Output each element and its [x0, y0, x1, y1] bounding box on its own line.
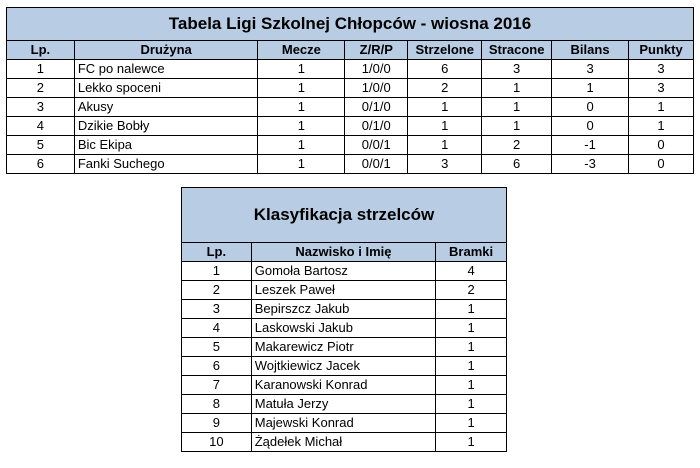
table-cell: 2	[408, 79, 482, 98]
table-cell: 7	[182, 376, 252, 395]
col-goals: Bramki	[436, 243, 507, 262]
table-row	[182, 433, 507, 452]
table-cell: 1	[258, 79, 345, 98]
table-cell: Matuła Jerzy	[251, 395, 435, 414]
table-cell: Bic Ekipa	[74, 136, 258, 155]
table-row	[7, 117, 694, 136]
table-cell: 1	[436, 395, 507, 414]
league-title: Tabela Ligi Szkolnej Chłopców - wiosna 2016	[7, 8, 694, 41]
table-cell: 6	[182, 357, 252, 376]
table-cell: 0/0/1	[345, 136, 408, 155]
table-row	[182, 262, 507, 281]
table-cell: 3	[629, 60, 694, 79]
table-cell: 1	[182, 262, 252, 281]
scorers-table	[181, 187, 507, 452]
table-cell: 0	[552, 98, 629, 117]
table-cell: 1	[436, 414, 507, 433]
table-cell: 5	[182, 338, 252, 357]
table-cell: 0	[629, 155, 694, 174]
table-cell: Leszek Paweł	[251, 281, 435, 300]
table-cell: 1	[258, 155, 345, 174]
table-cell: 4	[436, 262, 507, 281]
league-header-row	[7, 41, 694, 60]
table-cell: 1	[258, 136, 345, 155]
table-cell: Gomoła Bartosz	[251, 262, 435, 281]
table-cell: Lekko spoceni	[74, 79, 258, 98]
table-cell: Fanki Suchego	[74, 155, 258, 174]
table-cell: Majewski Konrad	[251, 414, 435, 433]
table-cell: 1	[436, 433, 507, 452]
table-cell: Dzikie Bobły	[74, 117, 258, 136]
table-cell: 0/0/1	[345, 155, 408, 174]
table-cell: 1	[408, 117, 482, 136]
table-cell: 1	[482, 98, 552, 117]
table-cell: 1	[629, 117, 694, 136]
table-cell: 1/0/0	[345, 60, 408, 79]
table-cell: -3	[552, 155, 629, 174]
table-cell: 3	[7, 98, 75, 117]
table-cell: Bepirszcz Jakub	[251, 300, 435, 319]
table-cell: 2	[482, 136, 552, 155]
table-cell: 10	[182, 433, 252, 452]
col-lp: Lp.	[7, 41, 75, 60]
table-cell: Akusy	[74, 98, 258, 117]
col-name: Nazwisko i Imię	[251, 243, 435, 262]
league-table	[6, 7, 694, 174]
table-row	[182, 281, 507, 300]
table-cell: Karanowski Konrad	[251, 376, 435, 395]
table-cell: 0/1/0	[345, 117, 408, 136]
table-cell: 4	[182, 319, 252, 338]
table-cell: 6	[7, 155, 75, 174]
col-team: Drużyna	[74, 41, 258, 60]
table-cell: 0	[552, 117, 629, 136]
table-cell: 4	[7, 117, 75, 136]
table-cell: 6	[408, 60, 482, 79]
table-cell: -1	[552, 136, 629, 155]
scorers-title: Klasyfikacja strzelców	[182, 188, 507, 243]
col-scored: Strzelone	[408, 41, 482, 60]
table-cell: 1	[552, 79, 629, 98]
table-cell: Laskowski Jakub	[251, 319, 435, 338]
table-row	[182, 414, 507, 433]
table-row	[7, 79, 694, 98]
table-cell: FC po nalewce	[74, 60, 258, 79]
col-balance: Bilans	[552, 41, 629, 60]
table-cell: 1	[258, 60, 345, 79]
table-row	[7, 98, 694, 117]
table-row	[182, 357, 507, 376]
col-points: Punkty	[629, 41, 694, 60]
table-cell: 1	[408, 136, 482, 155]
table-cell: Wojtkiewicz Jacek	[251, 357, 435, 376]
table-cell: 1	[629, 98, 694, 117]
table-cell: 5	[7, 136, 75, 155]
table-cell: 2	[436, 281, 507, 300]
table-cell: 1	[258, 98, 345, 117]
table-cell: 9	[182, 414, 252, 433]
table-cell: 3	[408, 155, 482, 174]
table-row	[182, 319, 507, 338]
table-cell: 2	[182, 281, 252, 300]
col-lp: Lp.	[182, 243, 252, 262]
table-row	[182, 338, 507, 357]
table-row	[182, 395, 507, 414]
col-wdl: Z/R/P	[345, 41, 408, 60]
table-cell: 3	[552, 60, 629, 79]
col-conceded: Stracone	[482, 41, 552, 60]
table-cell: 1	[7, 60, 75, 79]
col-matches: Mecze	[258, 41, 345, 60]
table-cell: 3	[182, 300, 252, 319]
table-cell: 6	[482, 155, 552, 174]
table-row	[182, 376, 507, 395]
table-cell: Żądełek Michał	[251, 433, 435, 452]
table-cell: 1	[436, 319, 507, 338]
table-cell: 1	[436, 357, 507, 376]
table-cell: 1	[436, 376, 507, 395]
scorers-header-row	[182, 243, 507, 262]
table-cell: 0/1/0	[345, 98, 408, 117]
table-cell: 3	[629, 79, 694, 98]
table-cell: 2	[7, 79, 75, 98]
table-row	[7, 155, 694, 174]
table-cell: 8	[182, 395, 252, 414]
table-cell: 1	[436, 338, 507, 357]
table-cell: Makarewicz Piotr	[251, 338, 435, 357]
table-cell: 1	[408, 98, 482, 117]
table-cell: 1/0/0	[345, 79, 408, 98]
table-cell: 3	[482, 60, 552, 79]
table-row	[7, 60, 694, 79]
table-row	[7, 136, 694, 155]
table-cell: 1	[482, 79, 552, 98]
table-row	[182, 300, 507, 319]
table-cell: 1	[482, 117, 552, 136]
table-cell: 1	[436, 300, 507, 319]
table-cell: 0	[629, 136, 694, 155]
table-cell: 1	[258, 117, 345, 136]
